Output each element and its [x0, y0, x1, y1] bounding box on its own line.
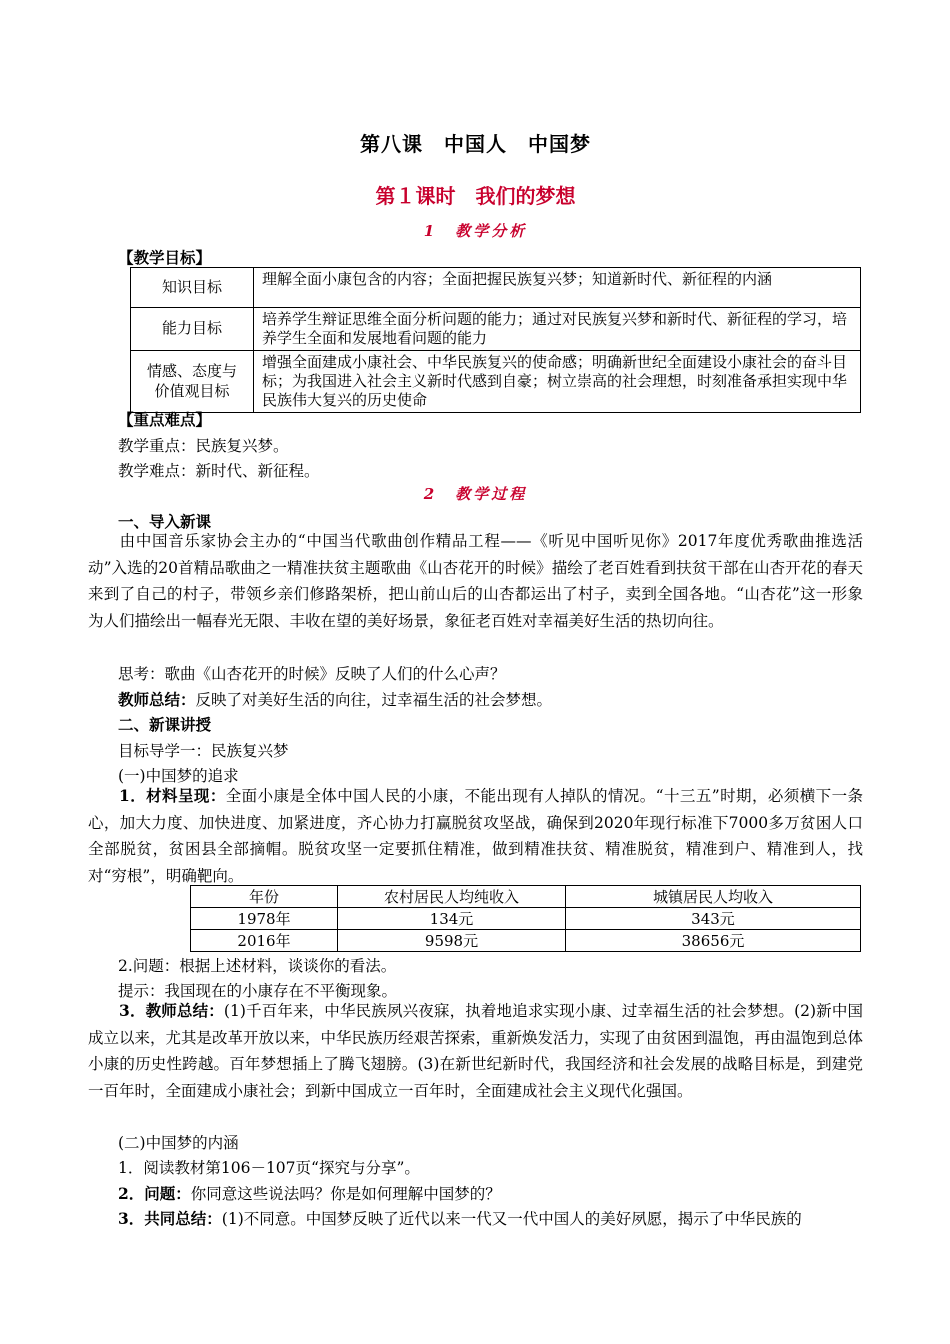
hint: 提示：我国现在的小康存在不平衡现象。	[118, 982, 398, 1000]
question-text: 你同意这些说法吗？你是如何理解中国梦的？	[190, 1185, 501, 1203]
income-cell: 2016年	[191, 930, 338, 952]
teaching-focus-text: 民族复兴梦。	[195, 437, 289, 455]
objective-row	[131, 351, 861, 413]
objective-content: 培养学生辩证思维全面分析问题的能力；通过对民族复兴梦和新时代、新征程的学习，培养学生全面和发展地看问题的能力	[254, 308, 861, 351]
material-paragraph	[88, 783, 863, 889]
material-label: 1．材料呈现：	[119, 786, 226, 805]
reading-task: 1．阅读教材第106－107页“探究与分享”。	[118, 1159, 420, 1177]
objective-row	[131, 268, 861, 308]
intro-text: 由中国音乐家协会主办的“中国当代歌曲创作精品工程——《听见中国听见你》2017年度优秀歌曲推选活动”入选的20首精品歌曲之一精准扶贫主题歌曲《山杏花开的时候》描绘了老百姓看到扶贫干部在山杏开花的春天来到了自己的村子，带领乡亲们修路架桥，把山前山后的山杏都运出了村子，卖到全国各地。“山杏花”这一形象为人们描绘出一幅春光无限、丰收在望的美好场景，象征老百姓对幸福美好生活的热切向往。	[88, 532, 863, 630]
joint-summary-label: 3．共同总结：	[118, 1209, 222, 1228]
section-heading-analysis: 1 教学分析	[423, 222, 528, 240]
teacher-summary-text: 反映了对美好生活的向往，过幸福生活的社会梦想。	[195, 691, 553, 709]
income-cell: 134元	[338, 908, 566, 930]
income-header-cell: 农村居民人均纯收入	[338, 886, 566, 908]
lesson-title: 第八课 中国人 中国梦	[360, 132, 591, 156]
income-cell: 38656元	[566, 930, 861, 952]
teacher-summary-2-text: (1)千百年来，中华民族夙兴夜寐，执着地追求实现小康、过幸福生活的社会梦想。(2)新中国成立以来，尤其是改革开放以来，中华民族历经艰苦探索，重新焕发活力，实现了由贫困到温饱，再由温饱到总体小康的历史性跨越。百年梦想插上了腾飞翅膀。(3)在新世纪新时代，我国经济和社会发展的战略目标是，到建党一百年时，全面建成小康社会；到新中国成立一百年时，全面建成社会主义现代化强国。	[88, 1002, 864, 1100]
income-cell: 343元	[566, 908, 861, 930]
income-header-cell: 城镇居民人均收入	[566, 886, 861, 908]
joint-summary	[118, 1207, 802, 1229]
objective-label: 能力目标	[131, 308, 254, 351]
teaching-difficulty-text: 新时代、新征程。	[195, 462, 320, 480]
teaching-focus-label: 教学重点：	[118, 437, 196, 455]
income-header-cell: 年份	[191, 886, 338, 908]
joint-summary-text: (1)不同意。中国梦反映了近代以来一代又一代中国人的美好夙愿，揭示了中华民族的	[221, 1210, 802, 1228]
objective-label-line: 价值观目标	[154, 382, 230, 400]
objectives-table	[130, 267, 861, 413]
objective-content: 理解全面小康包含的内容；全面把握民族复兴梦；知道新时代、新征程的内涵	[254, 268, 861, 308]
objective-row	[131, 308, 861, 351]
teaching-difficulty-label: 教学难点：	[118, 462, 196, 480]
intro-paragraph	[88, 528, 863, 634]
teacher-summary-2-label: 3．教师总结：	[119, 1001, 224, 1020]
teaching-focus	[118, 434, 289, 456]
income-table	[190, 885, 861, 952]
objective-label-line: 情感、态度与	[146, 362, 237, 380]
part1-title: 一、导入新课	[118, 512, 212, 531]
section-heading-process: 2 教学过程	[423, 485, 528, 503]
material-text: 全面小康是全体中国人民的小康，不能出现有人掉队的情况。“十三五”时期，必须横下一条心，加大力度、加快进度、加紧进度，齐心协力打赢脱贫攻坚战，确保到2020年现行标准下7000多万贫困人口全部脱贫，贫困县全部摘帽。脱贫攻坚一定要抓住精准，做到精准扶贫、精准脱贫，精准到户、精准到人，找对“穷根”，明确靶向。	[88, 787, 863, 885]
income-table-header	[191, 886, 861, 908]
teaching-difficulty	[118, 459, 320, 481]
period-title: 第１课时 我们的梦想	[375, 184, 576, 208]
teacher-summary-paragraph	[88, 998, 863, 1104]
subheading-meaning: (二)中国梦的内涵	[118, 1134, 239, 1152]
part2-title: 二、新课讲授	[118, 715, 212, 734]
question-2: 2.问题：根据上述材料，谈谈你的看法。	[118, 957, 397, 975]
objective-label	[131, 351, 254, 413]
question-label: 2．问题：	[118, 1184, 191, 1203]
think-question: 思考：歌曲《山杏花开的时候》反映了人们的什么心声？	[118, 665, 506, 683]
objective-label: 知识目标	[131, 268, 254, 308]
income-cell: 1978年	[191, 908, 338, 930]
table-row	[191, 908, 861, 930]
subheading-pursuit: (一)中国梦的追求	[118, 767, 239, 785]
objectives-heading: 【教学目标】	[118, 248, 212, 267]
question-item	[118, 1182, 501, 1204]
table-row	[191, 930, 861, 952]
objective-content: 增强全面建成小康社会、中华民族复兴的使命感；明确新世纪全面建设小康社会的奋斗目标；为我国进入社会主义新时代感到自豪；树立崇高的社会理想，时刻准备承担实现中华民族伟大复兴的历史使命	[254, 351, 861, 413]
goal-heading: 目标导学一：民族复兴梦	[118, 742, 289, 760]
key-points-heading: 【重点难点】	[118, 410, 212, 429]
teacher-summary	[118, 688, 552, 710]
income-cell: 9598元	[338, 930, 566, 952]
teacher-summary-label: 教师总结：	[118, 690, 196, 709]
